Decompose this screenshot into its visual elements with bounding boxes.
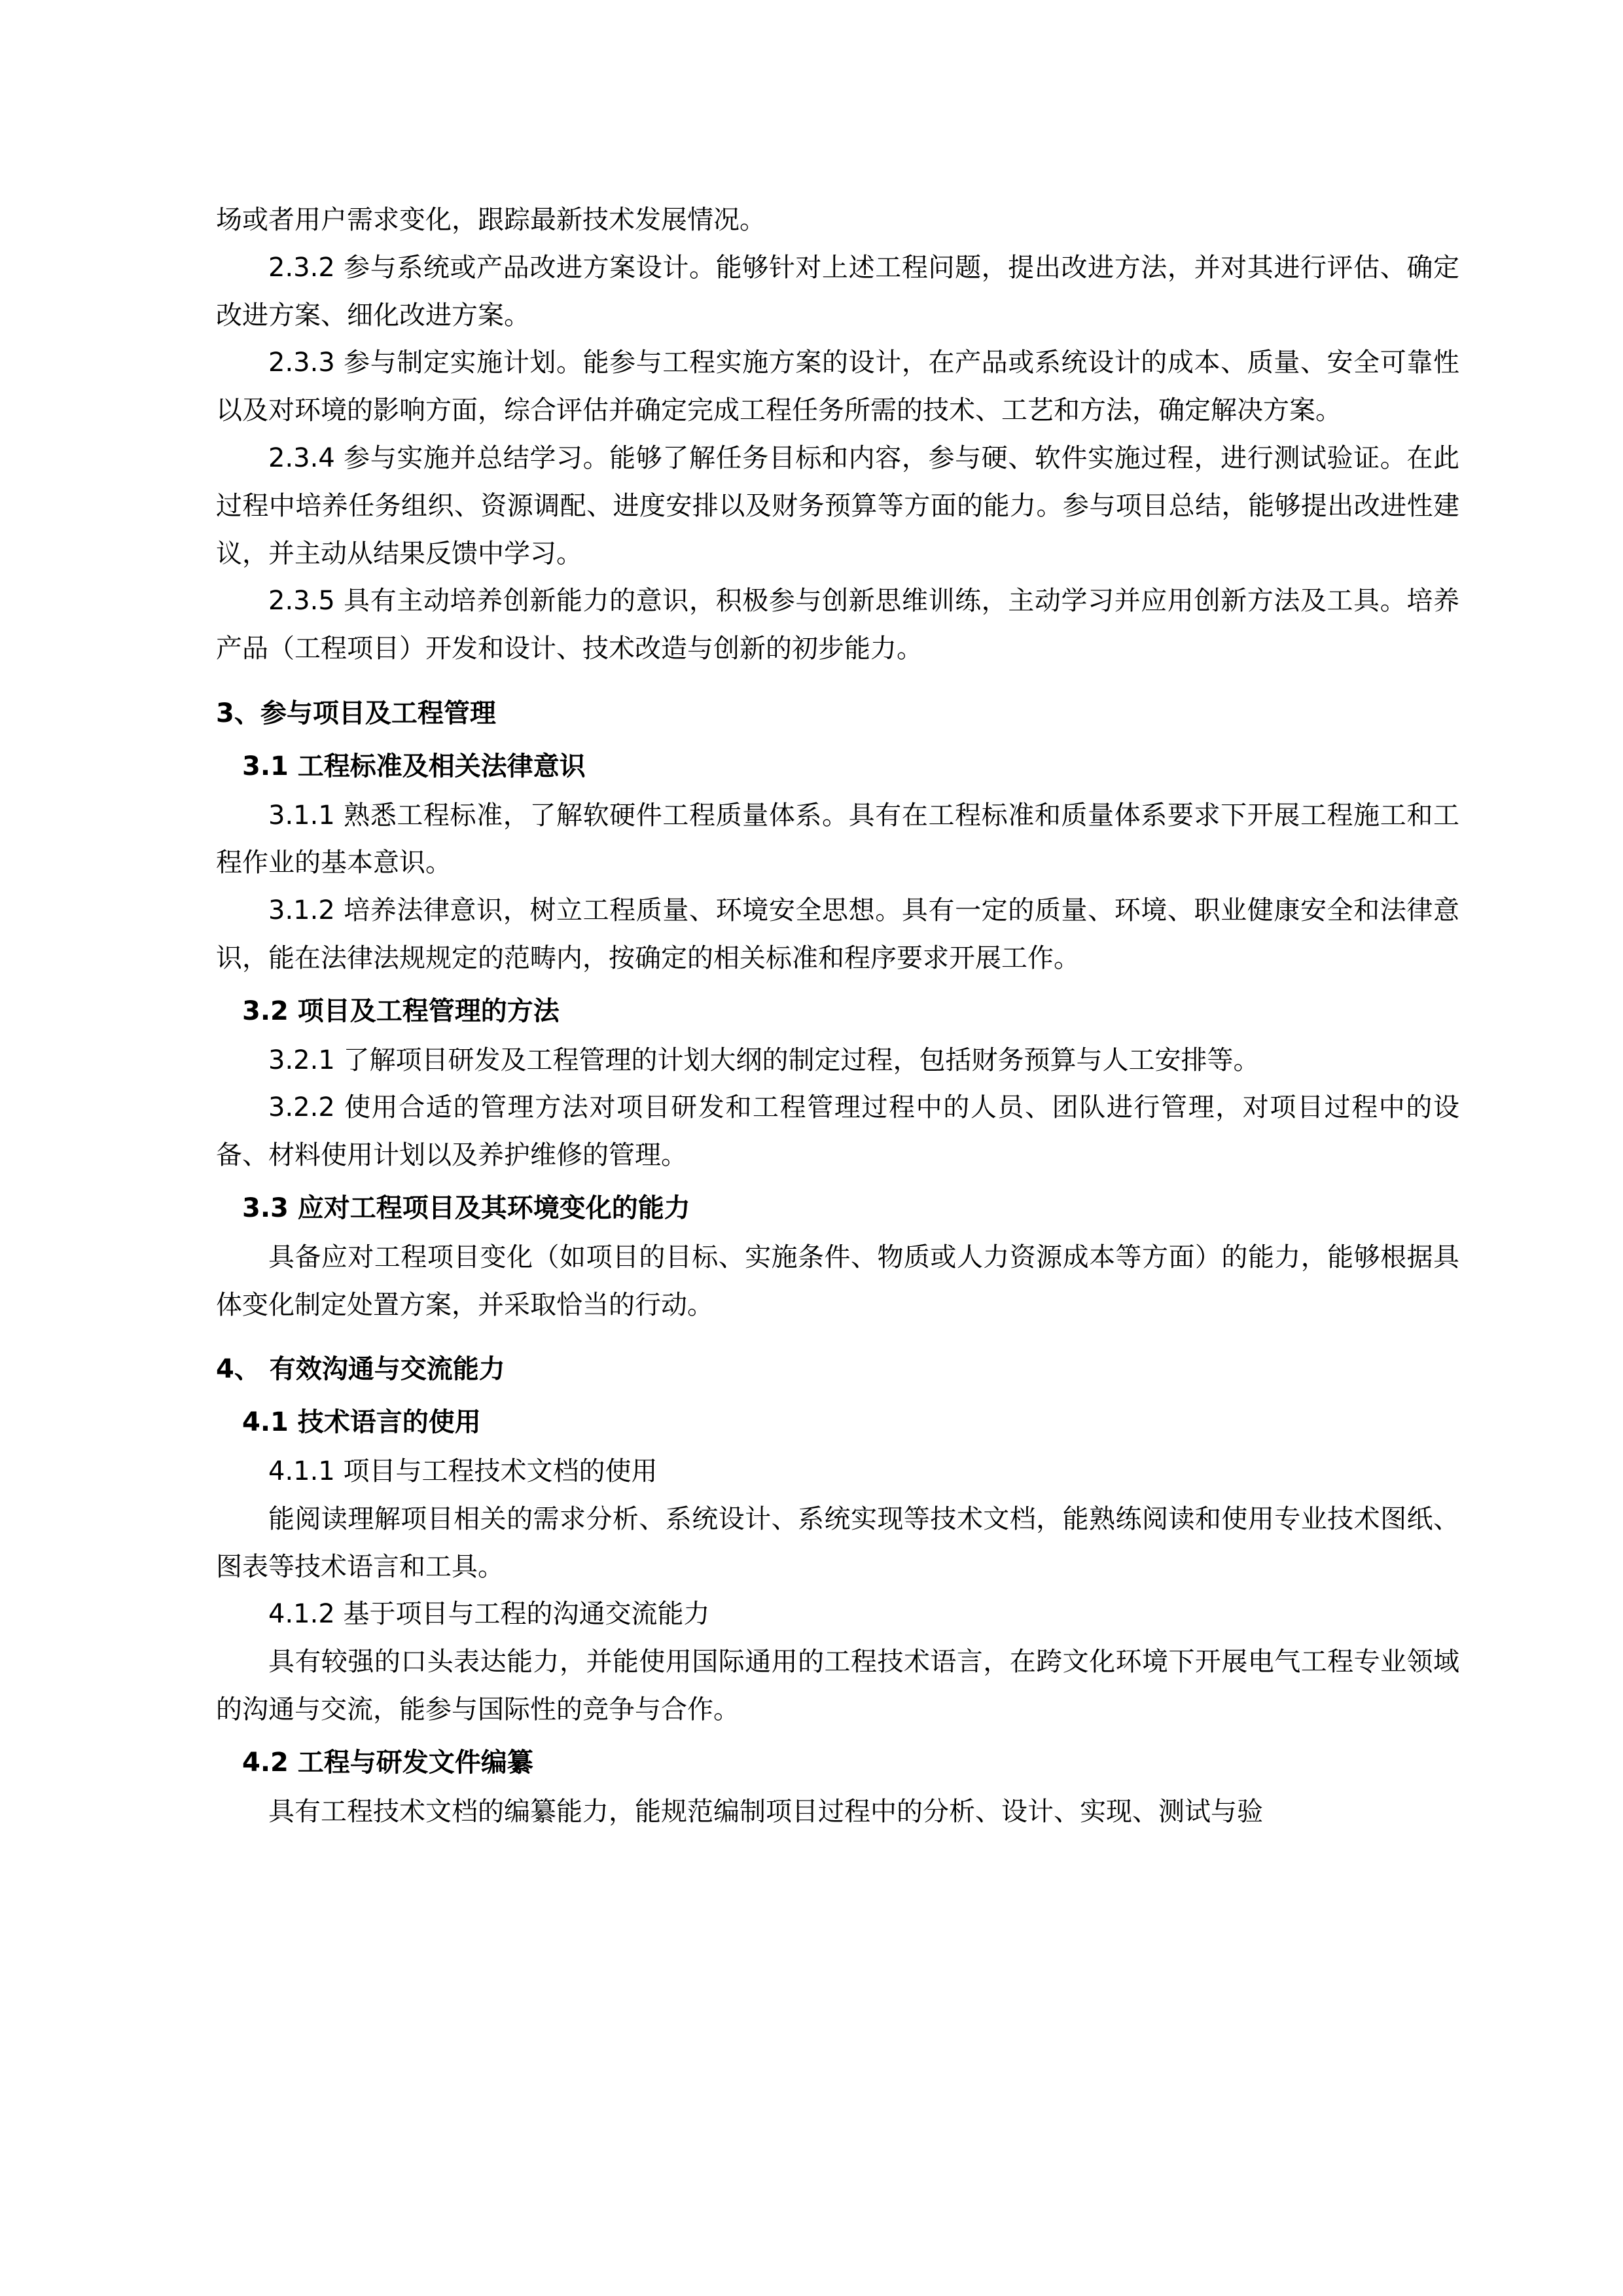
paragraph-3-2-2: 3.2.2 使用合适的管理方法对项目研发和工程管理过程中的人员、团队进行管理，对项目过程中的设备、材料使用计划以及养护维修的管理。	[216, 1092, 1459, 1171]
heading-section-3-2: 3.2 项目及工程管理的方法	[242, 996, 560, 1026]
paragraph-3-1-2: 3.1.2 培养法律意识，树立工程质量、环境安全思想。具有一定的质量、环境、职业健康安全和法律意识，能在法律法规规定的范畴内，按确定的相关标准和程序要求开展工作。	[216, 895, 1459, 973]
paragraph-2-3-4: 2.3.4 参与实施并总结学习。能够了解任务目标和内容，参与硬、软件实施过程，进行测试验证。在此过程中培养任务组织、资源调配、进度安排以及财务预算等方面的能力。参与项目总结，能够提出改进性建议，并主动从结果反馈中学习。	[216, 442, 1459, 569]
paragraph-3-1-1: 3.1.1 熟悉工程标准，了解软硬件工程质量体系。具有在工程标准和质量体系要求下开展工程施工和工程作业的基本意识。	[216, 800, 1459, 878]
heading-section-4-2: 4.2 工程与研发文件编纂	[242, 1747, 533, 1778]
paragraph-3-3-body: 具备应对工程项目变化（如项目的目标、实施条件、物质或人力资源成本等方面）的能力，能够根据具体变化制定处置方案，并采取恰当的行动。	[216, 1242, 1459, 1320]
paragraph-2-3-3: 2.3.3 参与制定实施计划。能参与工程实施方案的设计，在产品或系统设计的成本、质量、安全可靠性以及对环境的影响方面，综合评估并确定完成工程任务所需的技术、工艺和方法，确定解决方案。	[216, 348, 1459, 426]
paragraph-continued: 场或者用户需求变化，跟踪最新技术发展情况。	[216, 205, 766, 235]
heading-section-3-1: 3.1 工程标准及相关法律意识	[242, 751, 586, 781]
paragraph-4-1-1-body: 能阅读理解项目相关的需求分析、系统设计、系统实现等技术文档，能熟练阅读和使用专业技术图纸、图表等技术语言和工具。	[216, 1503, 1459, 1582]
document-body	[216, 196, 1459, 1835]
heading-section-3: 3、参与项目及工程管理	[216, 698, 496, 728]
heading-section-4-1: 4.1 技术语言的使用	[242, 1407, 481, 1438]
heading-section-3-3: 3.3 应对工程项目及其环境变化的能力	[242, 1193, 690, 1223]
paragraph-4-2-body: 具有工程技术文档的编纂能力，能规范编制项目过程中的分析、设计、实现、测试与验	[268, 1796, 1263, 1827]
paragraph-3-2-1: 3.2.1 了解项目研发及工程管理的计划大纲的制定过程，包括财务预算与人工安排等。	[268, 1045, 1260, 1075]
heading-section-4: 4、 有效沟通与交流能力	[216, 1354, 505, 1385]
paragraph-4-1-2-body: 具有较强的口头表达能力，并能使用国际通用的工程技术语言，在跨文化环境下开展电气工程专业领域的沟通与交流，能参与国际性的竞争与合作。	[216, 1647, 1459, 1725]
paragraph-2-3-2: 2.3.2 参与系统或产品改进方案设计。能够针对上述工程问题，提出改进方法，并对其进行评估、确定改进方案、细化改进方案。	[216, 252, 1459, 331]
paragraph-2-3-5: 2.3.5 具有主动培养创新能力的意识，积极参与创新思维训练，主动学习并应用创新方法及工具。培养产品（工程项目）开发和设计、技术改造与创新的初步能力。	[216, 586, 1459, 664]
paragraph-4-1-2: 4.1.2 基于项目与工程的沟通交流能力	[268, 1599, 710, 1630]
paragraph-4-1-1: 4.1.1 项目与工程技术文档的使用	[268, 1456, 658, 1486]
